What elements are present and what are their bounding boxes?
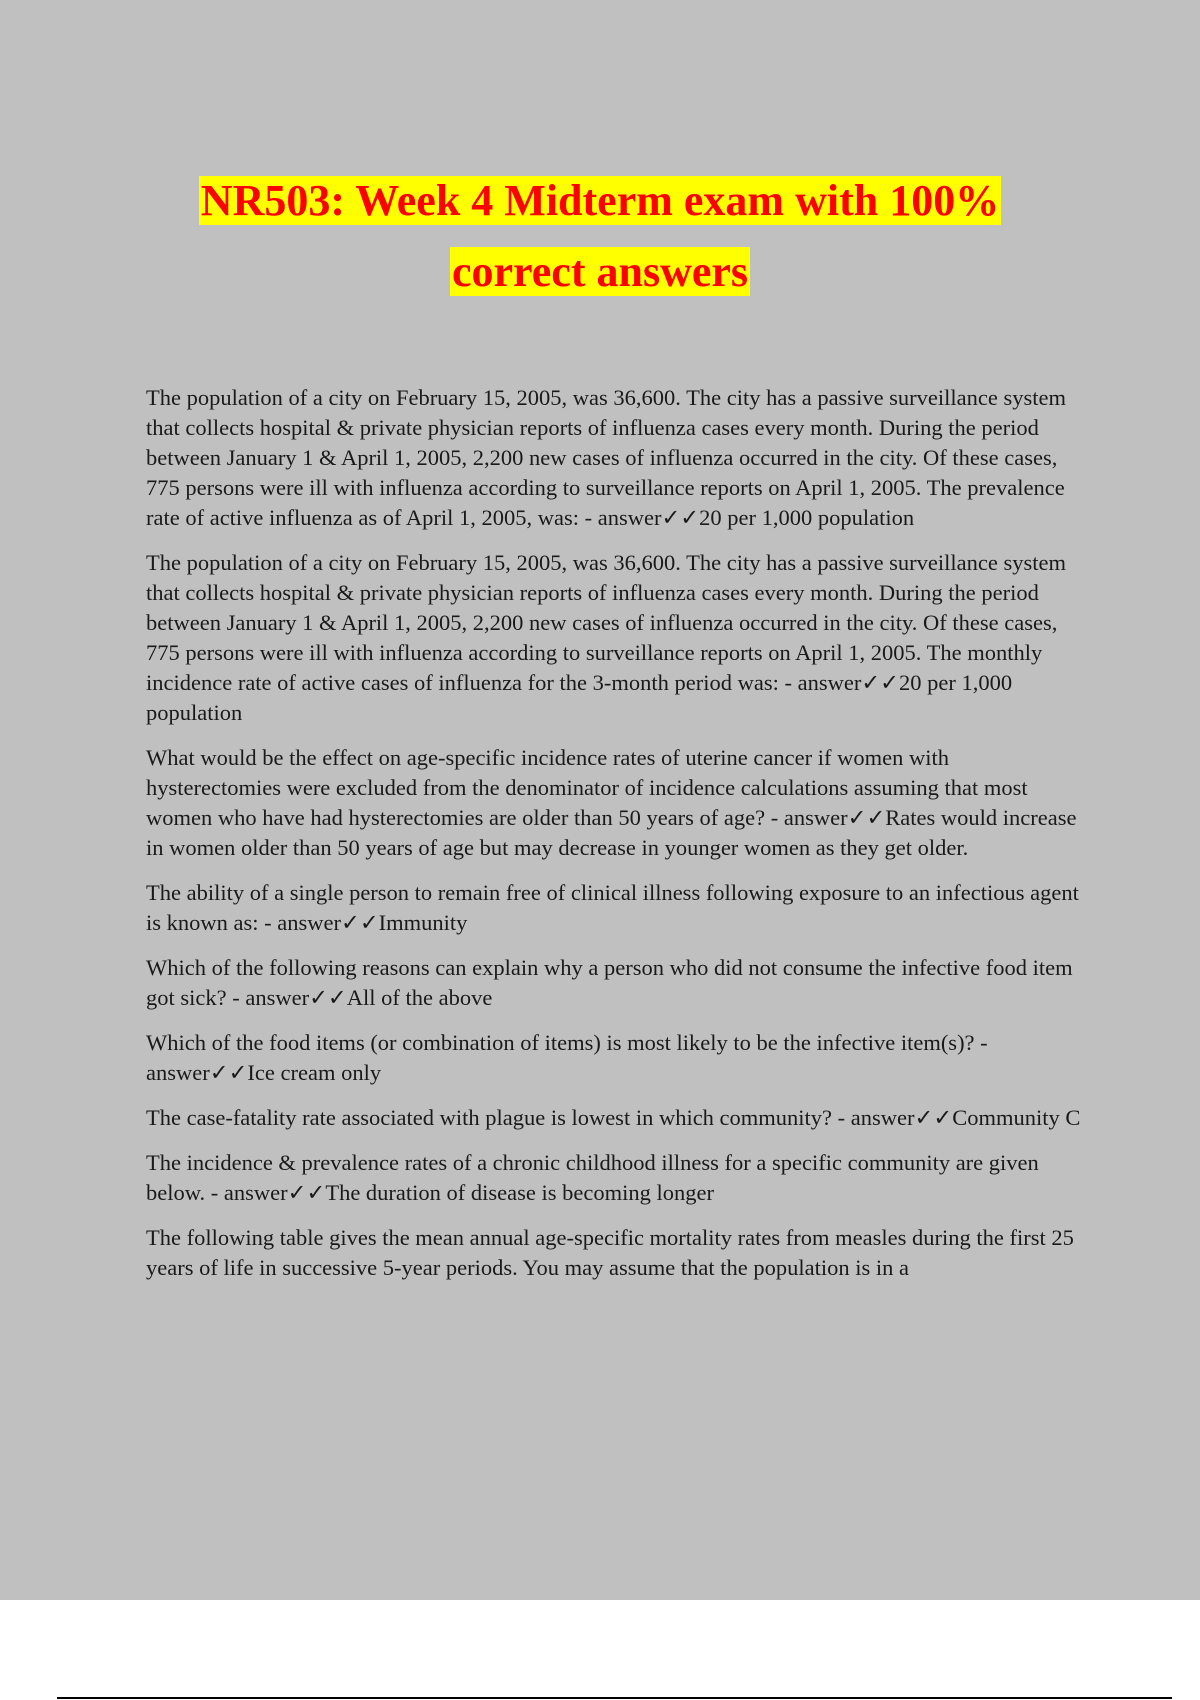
question-item: What would be the effect on age-specific incidence rates of uterine cancer if women with hysterectomies were excluded from the denominator of incidence calculations assuming that most women who have had hysterectomies are older than 50 years of age? - answer✓✓Rates would increase in women older than 50 years of age but may decrease in younger women as they get older.: [146, 745, 1077, 860]
question-item: Which of the food items (or combination of items) is most likely to be the infective item(s)? - answer✓✓Ice cream only: [146, 1030, 988, 1085]
title-line-2: correct answers: [451, 247, 749, 296]
question-item: The incidence & prevalence rates of a chronic childhood illness for a specific community are given below. - answer✓✓The duration of disease is becoming longer: [146, 1150, 1039, 1205]
question-item: The case-fatality rate associated with plague is lowest in which community? - answer✓✓Community C: [146, 1105, 1081, 1130]
question-list: [146, 383, 1086, 1298]
title-line-1: NR503: Week 4 Midterm exam with 100%: [200, 176, 1000, 225]
page-title: [0, 170, 1200, 312]
question-item: Which of the following reasons can explain why a person who did not consume the infective food item got sick? - answer✓✓All of the above: [146, 955, 1073, 1010]
question-item: The population of a city on February 15, 2005, was 36,600. The city has a passive surveillance system that collects hospital & private physician reports of influenza cases every month. During the period between January 1 & April 1, 2005, 2,200 new cases of influenza occurred in the city. Of these cases, 775 persons were ill with influenza according to surveillance reports on April 1, 2005. The prevalence rate of active influenza as of April 1, 2005, was: - answer✓✓20 per 1,000 population: [146, 385, 1067, 530]
question-item: The ability of a single person to remain free of clinical illness following exposure to an infectious agent is known as: - answer✓✓Immunity: [146, 880, 1079, 935]
footer-divider: [57, 1697, 1172, 1699]
question-item: The population of a city on February 15, 2005, was 36,600. The city has a passive surveillance system that collects hospital & private physician reports of influenza cases every month. During the period between January 1 & April 1, 2005, 2,200 new cases of influenza occurred in the city. Of these cases, 775 persons were ill with influenza according to surveillance reports on April 1, 2005. The monthly incidence rate of active cases of influenza for the 3-month period was: - answer✓✓20 per 1,000 population: [146, 550, 1067, 725]
question-item: The following table gives the mean annual age-specific mortality rates from measles during the first 25 years of life in successive 5-year periods. You may assume that the population is in a: [146, 1225, 1074, 1280]
